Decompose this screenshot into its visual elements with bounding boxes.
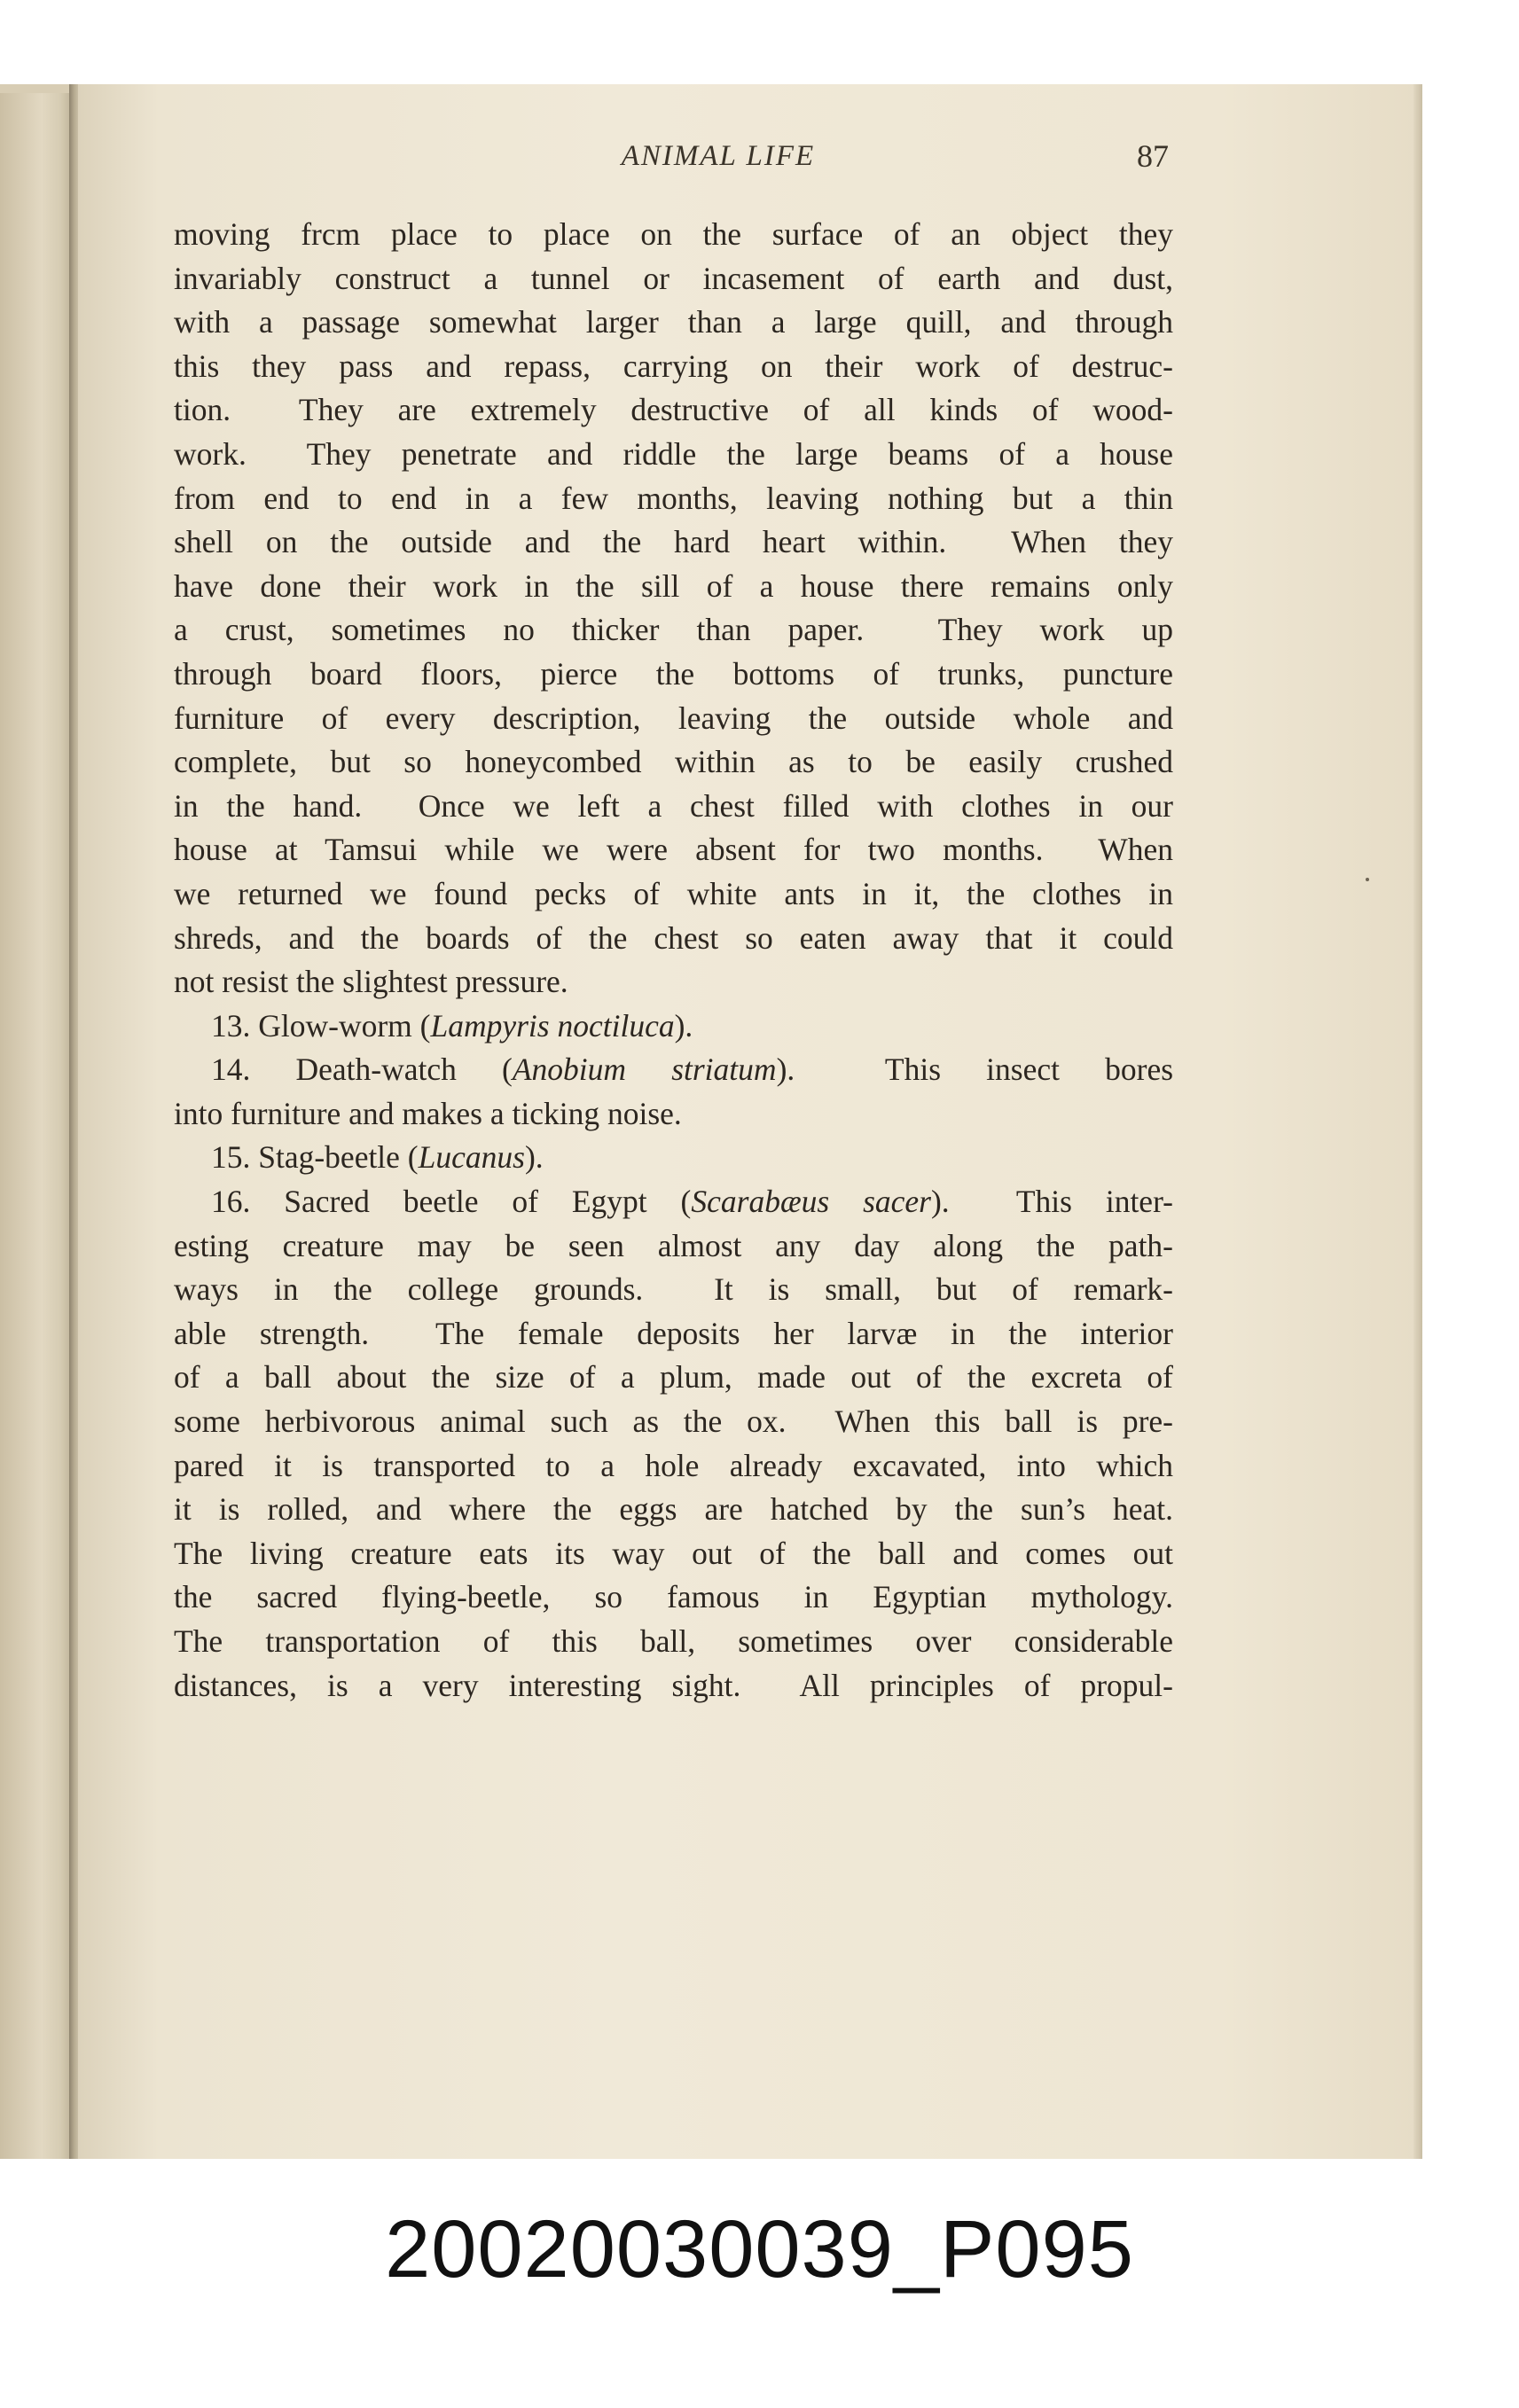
text-line: of a ball about the size of a plum, made out of the excreta of [174,1359,1173,1396]
text-line: invariably construct a tunnel or incasement of earth and dust, [174,260,1173,296]
text-line: The transportation of this ball, sometimes over considerable [174,1623,1173,1659]
text-line: shell on the outside and the hard heart within. When they [174,524,1173,560]
text-line: pared it is transported to a hole already excavated, into which [174,1447,1173,1483]
list-item-16: 16. Sacred beetle of Egypt (Scarabæus sacer). This inter- [211,1184,1173,1220]
text-line: moving frcm place to place on the surface of an object they [174,216,1173,252]
text-line: through board floors, pierce the bottoms of trunks, puncture [174,655,1173,692]
text-line: house at Tamsui while we were absent for two months. When [174,832,1173,868]
text-line: with a passage somewhat larger than a large quill, and through [174,304,1173,340]
text-line: furniture of every description, leaving the outside whole and [174,700,1173,736]
page-number: 87 [1137,138,1169,174]
text-line: from end to end in a few months, leaving nothing but a thin [174,480,1173,516]
list-item-15: 15. Stag-beetle (Lucanus). [211,1139,544,1176]
text-line: The living creature eats its way out of the ball and comes out [174,1535,1173,1571]
text-line: in the hand. Once we left a chest filled with clothes in our [174,787,1173,824]
text-line: we returned we found pecks of white ants in it, the clothes in [174,875,1173,911]
running-head: ANIMAL LIFE [621,140,816,172]
list-item-13: 13. Glow-worm (Lampyris noctiluca). [211,1007,693,1044]
text-line: into furniture and makes a ticking noise. [174,1095,682,1131]
text-line: ways in the college grounds. It is small, but of remark- [174,1271,1173,1308]
text-line: complete, but so honeycombed within as to be easily crushed [174,744,1173,780]
body-text [174,213,1173,1708]
page-edge-shadow [1413,84,1422,2159]
paper-speck [1366,878,1369,881]
text-line: the sacred flying-beetle, so famous in Egyptian mythology. [174,1579,1173,1615]
image-caption: 20020030039_P095 [385,2204,1134,2295]
text-line: it is rolled, and where the eggs are hatched by the sun’s heat. [174,1491,1173,1528]
text-line: able strength. The female deposits her larvæ in the interior [174,1315,1173,1351]
text-line: some herbivorous animal such as the ox. When this ball is pre- [174,1403,1173,1440]
text-line: distances, is a very interesting sight. All principles of propul- [174,1667,1173,1703]
text-line: a crust, sometimes no thicker than paper. They work up [174,612,1173,648]
text-line: esting creature may be seen almost any day along the path- [174,1227,1173,1263]
text-line: have done their work in the sill of a house there remains only [174,567,1173,604]
left-page-edge [0,93,75,2159]
text-line: work. They penetrate and riddle the large beams of a house [174,435,1173,472]
list-item-14: 14. Death-watch (Anobium striatum). This insect bores [211,1052,1174,1088]
text-line: tion. They are extremely destructive of all kinds of wood- [174,392,1173,428]
text-line: shreds, and the boards of the chest so eaten away that it could [174,919,1173,956]
text-line: not resist the slightest pressure. [174,964,568,1000]
text-line: this they pass and repass, carrying on their work of destruc- [174,348,1173,384]
